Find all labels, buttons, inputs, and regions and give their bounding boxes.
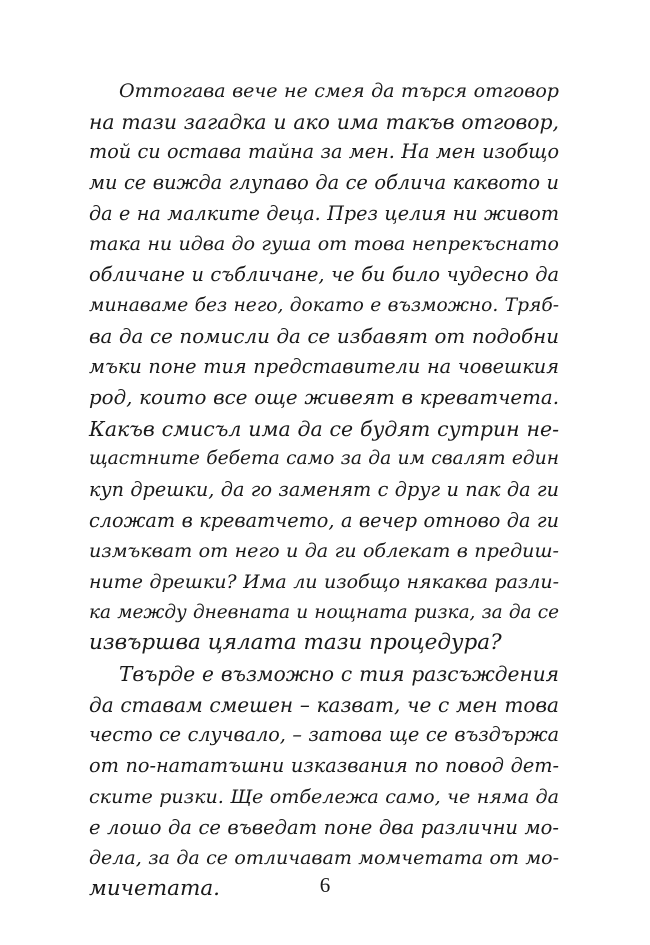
text-line: от по-нататъшни изказвания по повод дет- <box>89 754 559 778</box>
text-line: ните дрешки? Има ли изобщо някаква разли- <box>89 571 559 593</box>
body-text <box>89 76 559 905</box>
text-line: на тази загадка и ако има такъв отговор, <box>89 109 559 134</box>
page-number: 6 <box>319 873 331 897</box>
text-line: ми се вижда глупаво да се облича каквото и <box>89 171 559 195</box>
text-line: род, които все още живеят в креватчета. <box>89 385 559 409</box>
text-line: сложат в креватчето, а вечер отново да ги <box>89 508 559 532</box>
text-line: куп дрешки, да го заменят с друг и пак да ги <box>89 477 559 501</box>
text-line: ка между дневната и нощната ризка, за да се <box>89 601 559 623</box>
text-line: ва да се помисли да се избавят от подобни <box>89 324 559 348</box>
text-line: да е на малките деца. През целия ни живот <box>89 201 559 225</box>
text-line: мъки поне тия представители на човешкия <box>89 355 559 379</box>
text-line: извършва цялата тази процедура? <box>89 630 502 656</box>
text-line: измъкват от него и да ги облекат в предиш- <box>89 539 559 563</box>
text-line: щастните бебета само за да им свалят един <box>89 448 559 470</box>
text-line: обличане и събличане, че би било чудесно да <box>89 263 559 287</box>
text-line: е лошо да се въведат поне два различни мо- <box>89 815 559 839</box>
paragraph-2 <box>89 659 559 905</box>
text-line: често се случвало, – затова ще се въздържа <box>89 723 559 747</box>
text-line: Оттогава вече не смея да търся отговор <box>119 80 559 102</box>
text-line: мичетата. <box>89 875 221 901</box>
text-line: Какъв смисъл има да се будят сутрин не- <box>89 416 559 441</box>
text-line: той си остава тайна за мен. На мен изобщо <box>89 140 559 164</box>
text-line: минаваме без него, докато е възможно. Тряб- <box>89 294 559 316</box>
text-line: да ставам смешен – казват, че с мен това <box>89 692 559 717</box>
paragraph-1 <box>89 76 559 659</box>
text-line: Твърде е възможно с тия разсъждения <box>119 662 559 687</box>
text-line: така ни идва до гуша от това непрекъснато <box>89 233 559 256</box>
text-line: ските ризки. Ще отбележа само, че няма да <box>89 784 559 808</box>
text-line: дела, за да се отличават момчетата от мо- <box>89 847 559 870</box>
